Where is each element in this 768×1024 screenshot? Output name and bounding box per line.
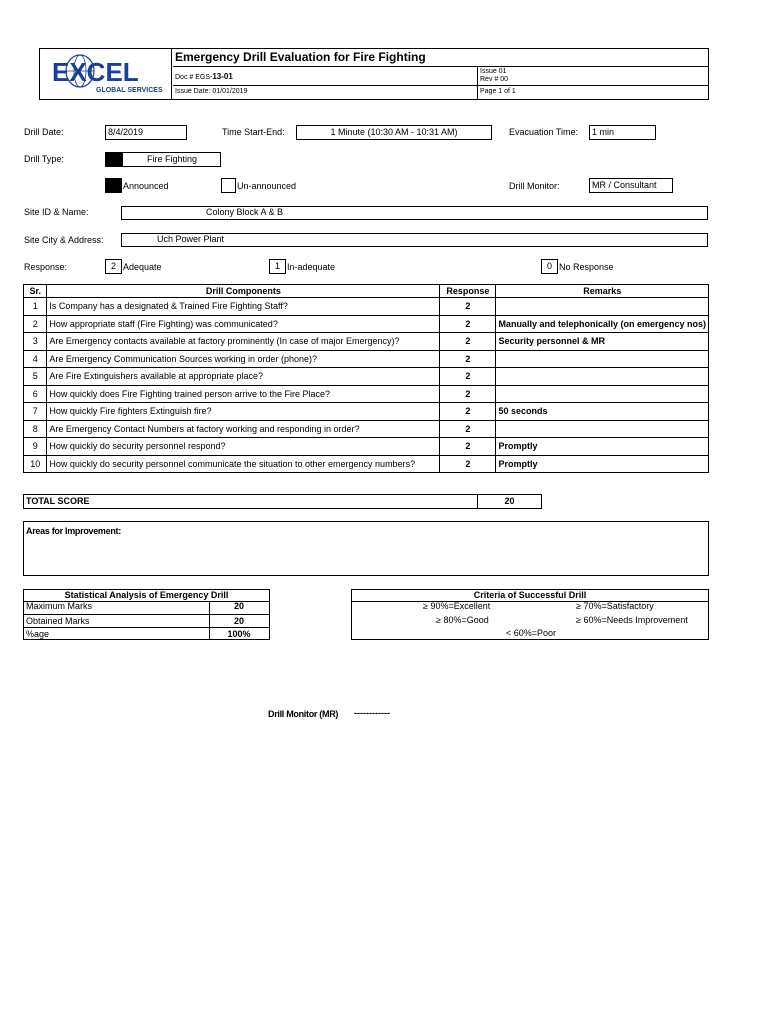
table-row (24, 438, 709, 456)
evacuation-field[interactable]: 1 min (589, 125, 656, 140)
table-row (24, 403, 709, 421)
time-label: Time Start-End: (222, 127, 285, 137)
adequate-count[interactable]: 2 (105, 259, 122, 274)
row-component: How quickly Fire fighters Extinguish fire? (47, 403, 440, 421)
row-remarks[interactable] (496, 298, 709, 316)
row-component: How quickly does Fire Fighting trained person arrive to the Fire Place? (47, 385, 440, 403)
document-title: Emergency Drill Evaluation for Fire Fighting (173, 49, 708, 67)
doc-number: 13-01 (212, 72, 233, 81)
row-component: How quickly do security personnel communicate the situation to other emergency numbers? (47, 455, 440, 473)
table-row (24, 333, 709, 351)
response-label: Response: (24, 262, 68, 272)
no-response-count[interactable]: 0 (541, 259, 558, 274)
city-field[interactable]: Uch Power Plant (121, 233, 708, 247)
stats-label: %age (26, 629, 50, 639)
row-response[interactable]: 2 (440, 438, 496, 456)
row-remarks[interactable] (496, 420, 709, 438)
stats-label: Maximum Marks (26, 601, 93, 611)
company-logo (40, 49, 170, 97)
document-header (39, 48, 709, 100)
announced-label: Announced (123, 181, 169, 191)
row-response[interactable]: 2 (440, 333, 496, 351)
logo-wordmark: EXCEL (52, 57, 139, 87)
criteria-good: ≥ 80%=Good (436, 615, 489, 625)
stats-value: 20 (233, 601, 244, 611)
row-remarks[interactable] (496, 350, 709, 368)
row-response[interactable]: 2 (440, 368, 496, 386)
total-score-value: 20 (504, 496, 515, 506)
issue-rev-cell (478, 67, 708, 86)
table-row (24, 385, 709, 403)
site-field[interactable]: Colony Block A & B (121, 206, 708, 220)
issue-date: Issue Date: 01/01/2019 (173, 86, 478, 99)
row-sr: 3 (24, 333, 47, 351)
unannounced-checkbox[interactable] (221, 178, 236, 193)
stats-value: 100% (227, 629, 251, 639)
drill-date-label: Drill Date: (24, 127, 64, 137)
row-remarks[interactable]: Manually and telephonically (on emergency nos) (496, 315, 709, 333)
unannounced-label: Un-announced (237, 181, 297, 191)
criteria-title: Criteria of Successful Drill (352, 590, 708, 602)
header-remarks: Remarks (496, 285, 709, 298)
site-label: Site ID & Name: (24, 207, 89, 217)
row-response[interactable]: 2 (440, 298, 496, 316)
table-body (24, 298, 709, 473)
page-number: Page 1 of 1 (480, 88, 516, 95)
drill-type-label: Drill Type: (24, 154, 64, 164)
row-component: Are Emergency contacts available at factory prominently (In case of major Emergency)? (47, 333, 440, 351)
row-sr: 1 (24, 298, 47, 316)
drill-components-table (23, 284, 709, 473)
row-component: Are Emergency Communication Sources working in order (phone)? (47, 350, 440, 368)
drill-monitor-label: Drill Monitor: (509, 181, 560, 191)
header-response: Response (440, 285, 496, 298)
row-sr: 2 (24, 315, 47, 333)
stats-row (24, 602, 269, 615)
issue-text: Issue 01 (480, 68, 507, 75)
inadequate-label: In-adequate (287, 262, 336, 272)
drill-type-value: Fire Fighting (147, 154, 198, 164)
criteria-poor: < 60%=Poor (506, 628, 557, 638)
table-row (24, 350, 709, 368)
no-response-label: No Response (559, 262, 614, 272)
evacuation-label: Evacuation Time: (509, 127, 579, 137)
stats-row (24, 628, 269, 640)
row-remarks[interactable] (496, 368, 709, 386)
criteria-needs-improvement: ≥ 60%=Needs Improvement (576, 615, 688, 625)
doc-number-cell (173, 67, 478, 86)
stats-row (24, 615, 269, 628)
adequate-label: Adequate (123, 262, 162, 272)
stats-divider (209, 602, 210, 640)
drill-type-field[interactable] (105, 152, 221, 167)
row-sr: 7 (24, 403, 47, 421)
row-response[interactable]: 2 (440, 315, 496, 333)
stats-label: Obtained Marks (26, 616, 90, 626)
stats-value: 20 (233, 616, 244, 626)
total-score-label: TOTAL SCORE (26, 496, 90, 506)
city-label: Site City & Address: (24, 235, 104, 245)
announced-checkbox[interactable] (105, 178, 122, 193)
stats-box (23, 589, 270, 640)
header-sr: Sr. (24, 285, 47, 298)
row-remarks[interactable]: Promptly (496, 438, 709, 456)
improvement-label: Areas for Improvement: (26, 526, 121, 536)
criteria-satisfactory: ≥ 70%=Satisfactory (576, 601, 654, 611)
drill-monitor-field[interactable]: MR / Consultant (589, 178, 673, 193)
criteria-excellent: ≥ 90%=Excellent (423, 601, 491, 611)
row-component: Is Company has a designated & Trained Fire Fighting Staff? (47, 298, 440, 316)
row-response[interactable]: 2 (440, 455, 496, 473)
row-response[interactable]: 2 (440, 385, 496, 403)
table-row (24, 420, 709, 438)
logo-subtitle: GLOBAL SERVICES (96, 87, 163, 94)
rev-text: Rev # 00 (480, 76, 509, 83)
drill-monitor-signature-label: Drill Monitor (MR) (268, 709, 339, 719)
doc-prefix: Doc # EGS- (175, 74, 213, 81)
drill-monitor-signature-value: ------------ (354, 708, 390, 718)
stats-title: Statistical Analysis of Emergency Drill (24, 590, 269, 602)
row-component: Are Fire Extinguishers available at appropriate place? (47, 368, 440, 386)
row-component: Are Emergency Contact Numbers at factory working and responding in order? (47, 420, 440, 438)
row-sr: 5 (24, 368, 47, 386)
row-component: How appropriate staff (Fire Fighting) was communicated? (47, 315, 440, 333)
time-field[interactable]: 1 Minute (10:30 AM - 10:31 AM) (296, 125, 492, 140)
row-remarks[interactable]: Security personnel & MR (496, 333, 709, 351)
improvement-box[interactable] (23, 521, 709, 576)
drill-date-field[interactable]: 8/4/2019 (105, 125, 187, 140)
row-sr: 6 (24, 385, 47, 403)
row-sr: 8 (24, 420, 47, 438)
table-header-row (24, 285, 709, 298)
row-remarks[interactable] (496, 385, 709, 403)
row-remarks[interactable]: 50 seconds (496, 403, 709, 421)
logo-cell (40, 49, 172, 99)
row-component: How quickly do security personnel respond? (47, 438, 440, 456)
table-row (24, 298, 709, 316)
row-response[interactable]: 2 (440, 420, 496, 438)
row-response[interactable]: 2 (440, 403, 496, 421)
row-remarks[interactable]: Promptly (496, 455, 709, 473)
criteria-box (351, 589, 709, 640)
row-sr: 9 (24, 438, 47, 456)
row-sr: 10 (24, 455, 47, 473)
inadequate-count[interactable]: 1 (269, 259, 286, 274)
row-response[interactable]: 2 (440, 350, 496, 368)
header-components: Drill Components (47, 285, 440, 298)
table-row (24, 455, 709, 473)
table-row (24, 368, 709, 386)
drill-type-marker (106, 153, 123, 166)
table-row (24, 315, 709, 333)
total-score-row (23, 494, 542, 509)
row-sr: 4 (24, 350, 47, 368)
